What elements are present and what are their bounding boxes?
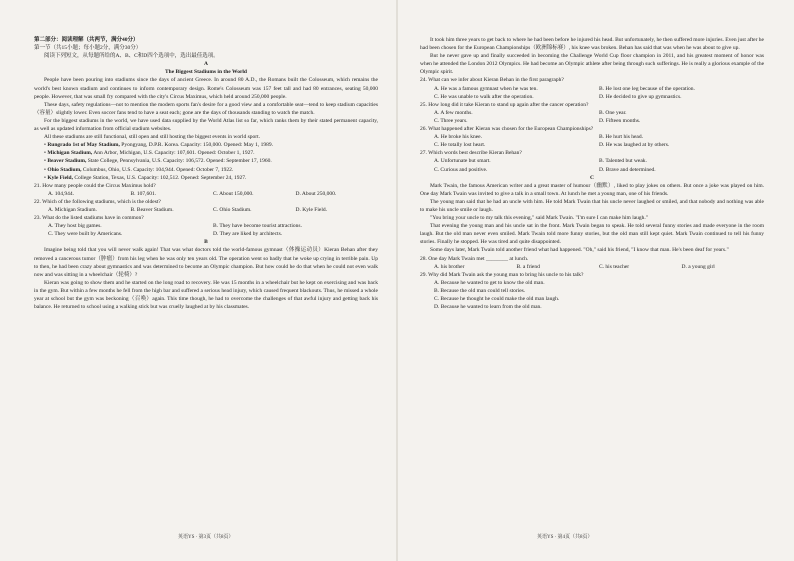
option-29d: D. Because he wanted to learn from the old man. <box>434 304 542 311</box>
passage-a-paragraph: For the biggest stadiums in the world, we have used data supplied by the World Atlas list so far, which ranks them by their stated permanent capacity, as well as updated information from official stadium websites. <box>34 117 378 133</box>
instruction: 阅读下列短文，从每题所给的A、B、C和D四个选项中，选出最佳选项。 <box>44 53 219 60</box>
passage-c-paragraph: That evening the young man and his uncle sat in the front. Mark Twain began to speak. He told several funny stories and made everyone in the room laugh. But the old man never even smiled. Mark Twain told more funny stories, but the old man still kept quiet. Mark Twain continued to tell his funny stories. Finally he stopped. He was tired and quite disappointed. <box>420 223 764 246</box>
question-24: 24. What can we infer about Kieran Behan in the first paragraph? <box>420 77 564 84</box>
passage-a-paragraph: All these stadiums are still functional, still open and still hosting the biggest events in world sport. <box>44 134 261 141</box>
question-29: 29. Why did Mark Twain ask the young man to bring his uncle to his talk? <box>420 271 584 278</box>
question-23: 23. What do the listed stadiums have in common? <box>34 215 144 222</box>
section-title: 第二部分：阅读理解（共两节，满分40分） <box>34 37 139 43</box>
options-22: A. Michigan Stadium. B. Beaver Stadium. C. Ohio Stadium. D. Kyle Field. <box>48 206 327 213</box>
passage-b-label: B <box>204 239 208 246</box>
page-footer-left: 英语YS · 第3页（共8页） <box>178 535 234 540</box>
stadium-item: • Ohio Stadium, Columbus, Ohio, U.S. Capacity: 104,944. Opened: October 7, 1922. <box>44 166 234 173</box>
passage-c-label: C <box>590 174 594 181</box>
question-26: 26. What happened after Kieran was chosen for the European Championships? <box>420 126 594 133</box>
passage-b-paragraph: Kieran was going to show them and he started on the long road to recovery. He was 15 months in a wheelchair but he kept on exercising and was back in the gym. But within a few months he fell from the high bar and suffered a serious head injury, which caused frequent blackouts. Thus, he missed a whole year at school but the gym was beckoning（召唤）again. This time though, he had to overcome the challenges of that awful injury and getting back his balance. He returned to school using a walking stick but was cruelly laughed at by his classmates. <box>34 279 378 311</box>
subsection-title: 第一节（共15小题；每小题2分，满分30分） <box>34 45 142 52</box>
passage-c-paragraph: The young man said that he had an uncle with him. He told Mark Twain that his uncle never laughed or smiled, and that nobody and nothing was able to make his uncle smile or laugh. <box>420 198 764 213</box>
options-25: A. A few months. B. One year. C. Three years. D. Fifteen months. <box>434 109 641 124</box>
passage-a-label: A <box>204 61 208 68</box>
stadium-item: • Kyle Field, College Station, Texas, U.S. Capacity: 102,512. Opened: September 24, 1927. <box>44 174 247 181</box>
question-25: 25. How long did it take Kieran to stand up again after the cancer operation? <box>420 101 589 108</box>
page-footer-right: 英语YS · 第4页（共8页） <box>537 535 593 540</box>
left-page <box>34 36 378 311</box>
question-28: 28. One day Mark Twain met ________ at lunch. <box>420 255 529 262</box>
passage-b-paragraph: Imagine being told that you will never walk again! That was what doctors told the world-famous gymnast（体操运动员）Kieran Behan after they removed a cancerous tumor（肿瘤）from his leg when he was only ten years old. The operation went so badly that he woke up crying in terrible pain. Up to then, he had been crazy about gymnastics and was determined to become an Olympic champion. But how could he do that when he could not even walk now and was sitting in a wheelchair（轮椅）? <box>34 247 378 278</box>
question-27: 27. Which words best describe Kieran Behan? <box>420 150 522 157</box>
option-29b: B. Because the old man could tell stories. <box>434 287 526 294</box>
right-page <box>420 36 764 311</box>
option-29a: A. Because he wanted to get to know the old man. <box>434 279 545 286</box>
stadium-item: • Beaver Stadium, State College, Pennsylvania, U.S. Capacity: 106,572. Opened: September 17, 1960. <box>44 158 272 165</box>
options-26: A. He broke his knee. B. He hurt his head. C. He totally lost heart. D. He was laughed at by others. <box>434 134 670 149</box>
passage-a-paragraph: People have been pouring into stadiums since the days of ancient Greece. In around 80 A.D., the Romans built the Colosseum, which remains the world's best known stadium and continues to inform contemporary design. Rome's Colosseum was 157 feet tall and had 80 entrances, seating 50,000 people. However, that was small fry compared with the city's Circus Maximus, which held around 250,000 people. <box>34 77 378 100</box>
question-21: 21. How many people could the Circus Maximus hold? <box>34 182 156 189</box>
options-28: A. his brother B. a friend C. his teacher D. a young girl <box>434 263 715 270</box>
options-27: A. Unfortunate but smart. B. Talented but weak. C. Curious and positive. D. Brave and determined. <box>434 158 656 173</box>
passage-c-paragraph: Mark Twain, the famous American writer and a great master of humour（幽默）, liked to play jokes on others. But once a joke was played on him. One day Mark Twain was invited to give a talk in a small town. At lunch he met a young man, one of his friends. <box>420 182 764 197</box>
passage-b-paragraph: But he never gave up and finally succeeded in becoming the Challenge World Cup floor champion in 2011, and his greatest moment of honor was when he attended the London 2012 Olympics. He had become an Olympic athlete after being through such sufferings. He is really a glorious example of the Olympic spirit. <box>420 53 765 76</box>
passage-b-paragraph: It took him three years to get back to where he had been before he injured his head. But unfortunately, he then suffered more injuries. Even just after he had been chosen for the European Championships（欧洲锦标赛）, his knee was broken. Behan has said that was when he was about to give up. <box>420 37 764 52</box>
option-29c: C. Because he thought he could make the old man laugh. <box>434 296 560 302</box>
options-24: A. He was a famous gymnast when he was ten. B. He lost one leg because of the operation. C. He was unable to walk after the operation. D. He decided to give up gymnastics. <box>434 85 695 100</box>
passage-a-title: The Biggest Stadiums in the World <box>165 69 247 76</box>
stadium-item: • Rungrado 1st of May Stadium, Pyongyang, D.P.R. Korea. Capacity: 150,000. Opened: May 1, 1989. <box>44 142 273 149</box>
options-23: A. They host big games. B. They have become tourist attractions. C. They were built by Americans. D. They are liked by architects. <box>48 223 302 238</box>
page-fold <box>396 0 398 561</box>
passage-a-paragraph: These days, safety regulations—not to mention the modern sports fan's desire for a good view and a comfortable seat—tend to keep stadium capacities（容量）slightly lower. Even soccer fans tend to have a seat each; gone are the days of thousands standing to watch the match. <box>34 101 378 116</box>
options-21: A. 104,944. B. 107,601. C. About 150,000. D. About 250,000. <box>48 190 337 197</box>
passage-c-paragraph: "You bring your uncle to my talk this evening," said Mark Twain. "I'm sure I can make him laugh." <box>430 215 649 222</box>
stadium-item: • Michigan Stadium, Ann Arbor, Michigan, U.S. Capacity: 107,601. Opened: October 1, 1927. <box>44 150 255 157</box>
question-22: 22. Which of the following stadiums, which is the oldest? <box>34 198 161 205</box>
passage-c-paragraph: Some days later, Mark Twain told another friend what had happened. "Oh," said his friend, "I know that man. He's been deaf for years." <box>430 247 729 254</box>
